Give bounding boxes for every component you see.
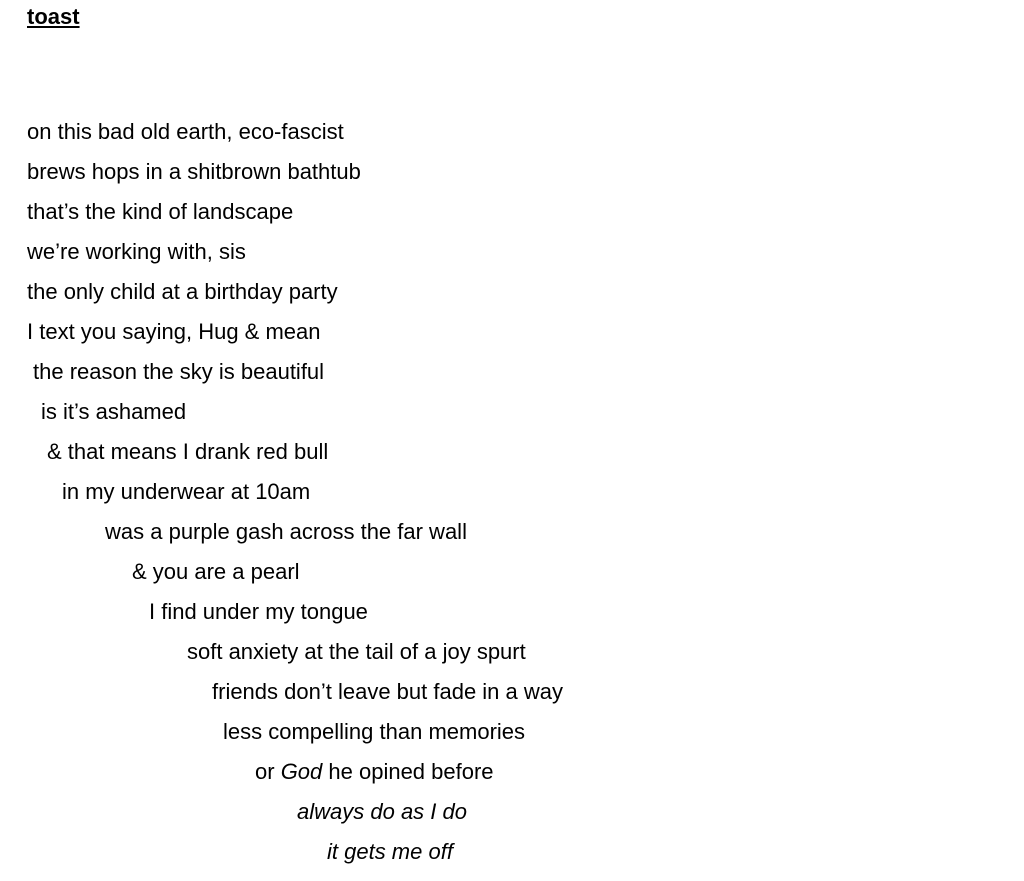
poem-line	[27, 112, 1024, 152]
poem-line	[27, 152, 1024, 192]
poem-line-text: & that means I drank red bull	[47, 439, 329, 464]
poem-line-text: I text you saying, Hug & mean	[27, 319, 321, 344]
poem-line	[33, 352, 1024, 392]
poem-line-text: that’s the kind of landscape	[27, 199, 294, 224]
poem-line-text: friends don’t leave but fade in a way	[212, 679, 564, 704]
poem-line	[132, 552, 1024, 592]
poem-line	[47, 432, 1024, 472]
poem-line-text: brews hops in a shitbrown bathtub	[27, 159, 361, 184]
poem-line	[212, 672, 1024, 712]
poem-line-text: on this bad old earth, eco-fascist	[27, 119, 344, 144]
poem-line-text: we’re working with, sis	[27, 239, 246, 264]
poem-line-text: God	[280, 759, 323, 784]
poem-line-text: it gets me off	[327, 839, 453, 864]
poem-line	[149, 592, 1024, 632]
poem-line-text: & you are a pearl	[132, 559, 300, 584]
poem-body	[27, 112, 1024, 872]
poem-line	[327, 832, 1024, 872]
poem-line-text: soft anxiety at the tail of a joy spurt	[187, 639, 526, 664]
poem-line	[27, 312, 1024, 352]
poem-line-text: less compelling than memories	[223, 719, 526, 744]
poem-line-text: the reason the sky is beautiful	[33, 359, 325, 384]
poem-line-text: the only child at a birthday party	[27, 279, 338, 304]
poem-line	[223, 712, 1024, 752]
poem-line-text: always do as I do	[297, 799, 467, 824]
poem-line	[187, 632, 1024, 672]
poem-line-text: he opined before	[322, 759, 494, 784]
poem-line	[255, 752, 1024, 792]
poem-line	[27, 272, 1024, 312]
poem-line-text: in my underwear at 10am	[62, 479, 311, 504]
poem-line	[27, 192, 1024, 232]
poem-line	[105, 512, 1024, 552]
poem-line	[27, 232, 1024, 272]
poem-line	[62, 472, 1024, 512]
poem-line-text: or	[255, 759, 281, 784]
poem-line-text: was a purple gash across the far wall	[105, 519, 467, 544]
poem-line	[297, 792, 1024, 832]
poem-title: toast	[27, 4, 80, 29]
poem-line	[41, 392, 1024, 432]
poem-line-text: I find under my tongue	[149, 599, 368, 624]
poem-line-text: is it’s ashamed	[41, 399, 187, 424]
